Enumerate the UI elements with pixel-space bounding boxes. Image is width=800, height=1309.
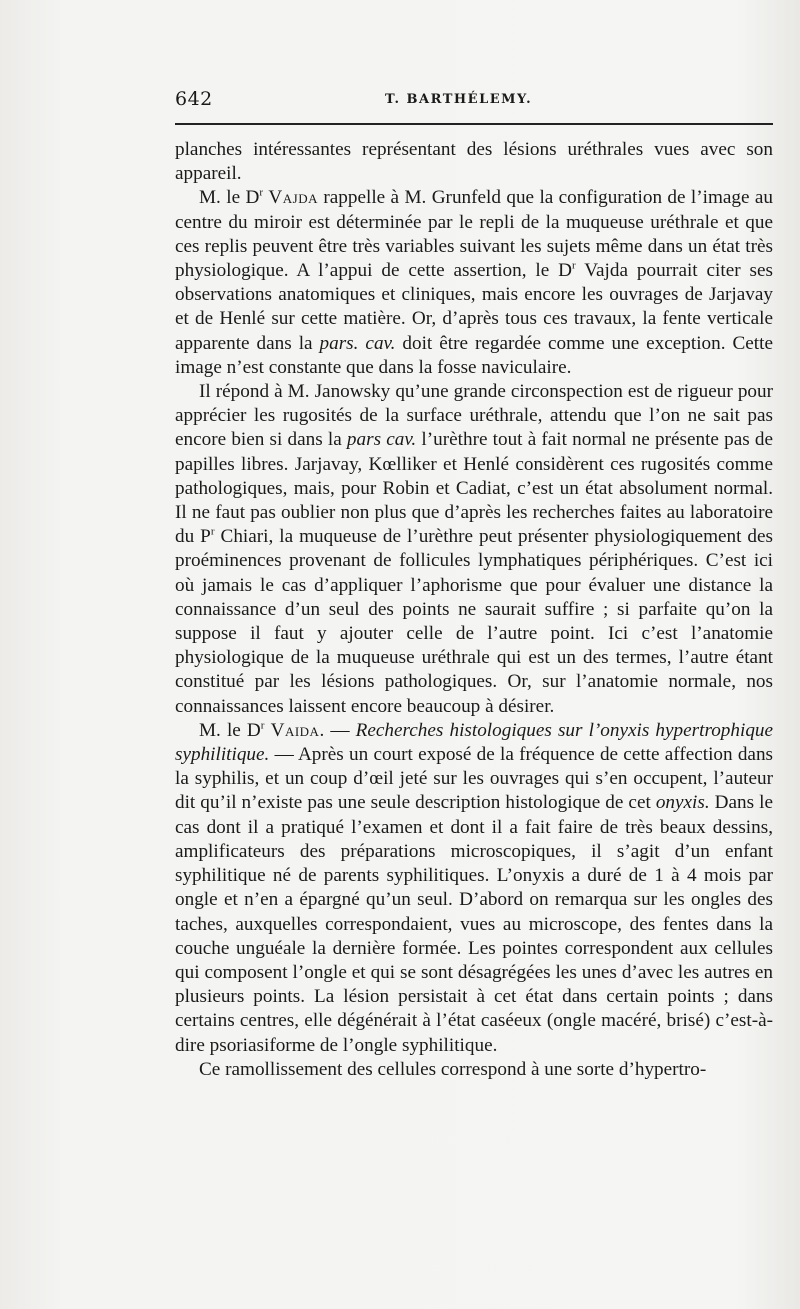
paragraph-5: Ce ramollissement des cellules correspond à une sorte d’hypertro- bbox=[199, 1058, 707, 1080]
author-name: Vaida bbox=[270, 719, 320, 741]
paragraph-2: M. le $D^r$ Vajda rappelle à M. Grunfeld que la configuration de l’image au centre du miroir est déterminée par le repli de la muqueuse uréthrale et que ces replis peuvent être très variables suivant les sujets même dans un état très physiologique. A l’appui de cette assertion, le $D^r$ Vajda pourrait citer ses observations anatomiques et cliniques, mais encore les ouvrages de Jarjavay et de Henlé sur cette matière. Or, d’après tous ces travaux, la fente verticale apparente dans la pars. cav. doit être regardée comme une exception. Cette image n’est constante que dans la fosse naviculaire. bbox=[175, 187, 774, 378]
paragraph-3: Il répond à M. Janowsky qu’une grande circonspection est de rigueur pour apprécier les rugosités de la surface uréthrale, attendu que l’on ne sait pas encore bien si dans la pars cav. l’urèthre tout à fait normal ne présente pas de papilles libres. Jarjavay, Kœlliker et Henlé considèrent ces rugosités comme pathologiques, mais, pour Robin et Cadiat, c’est un état absolument normal. Il ne faut pas oublier non plus que d’après les recherches faites au laboratoire du $P^r$ Chiari, la muqueuse de l’urèthre peut présenter physiologiquement des proéminences provenant de follicules lymphatiques périphériques. C’est ici où jamais le cas d’appliquer l’aphorisme que pour évaluer une distance la connaissance d’un seul des points ne saurait suffire ; si parfaite qu’on la suppose il faut y ajouter celle de l’autre point. Ici c’est l’anatomie physiologique de la muqueuse uréthrale qui est un des termes, l’autre étant constitué par les lésions pathologiques. Or, sur l’anatomie normale, nos connaissances laissent encore beaucoup à désirer. bbox=[175, 381, 773, 717]
header-rule bbox=[175, 123, 773, 125]
page-header bbox=[175, 88, 773, 112]
article-title: Recherches histologiques sur l’onyxis hypertrophique syphilitique. bbox=[175, 719, 774, 766]
running-title: T. BARTHÉLEMY. bbox=[385, 92, 533, 107]
body-text bbox=[175, 138, 773, 1082]
paragraph-4: M. le $D^r$ Vaida. — Recherches histologiques sur l’onyxis hypertrophique syphilitique. — Après un court exposé de la fréquence de cette affection dans la syphilis, et un coup d’œil jeté sur les ouvrages qui s’en occupent, l’auteur dit qu’il n’existe pas une seule description histologique de cet onyxis. Dans le cas dont il a pratiqué l’examen et dont il a fait faire de très beaux dessins, amplificateurs des préparations microscopiques, il s’agit d’un enfant syphilitique né de parents syphilitiques. L’onyxis a duré de 1 à 4 mois par ongle et n’en a épargné qu’un seul. D’abord on remarqua sur les ongles des taches, auxquelles correspondaient, vues au microscope, des fentes dans la couche unguéale la dernière formée. Les pointes correspondent aux cellules qui composent l’ongle et qui se sont désagrégées les unes d’avec les autres en plusieurs points. La lésion persistait à cet état dans certain points ; dans certains centres, elle dégénérait à l’état caséeux (ongle macéré, brisé) c’est-à-dire psoriasiforme de l’ongle syphilitique. bbox=[175, 719, 774, 1056]
author-name: Vajda bbox=[268, 187, 318, 209]
paragraph-1: planches intéressantes représentant des lésions uréthrales vues avec son appareil. bbox=[175, 139, 773, 185]
page-number: 642 bbox=[175, 88, 213, 110]
